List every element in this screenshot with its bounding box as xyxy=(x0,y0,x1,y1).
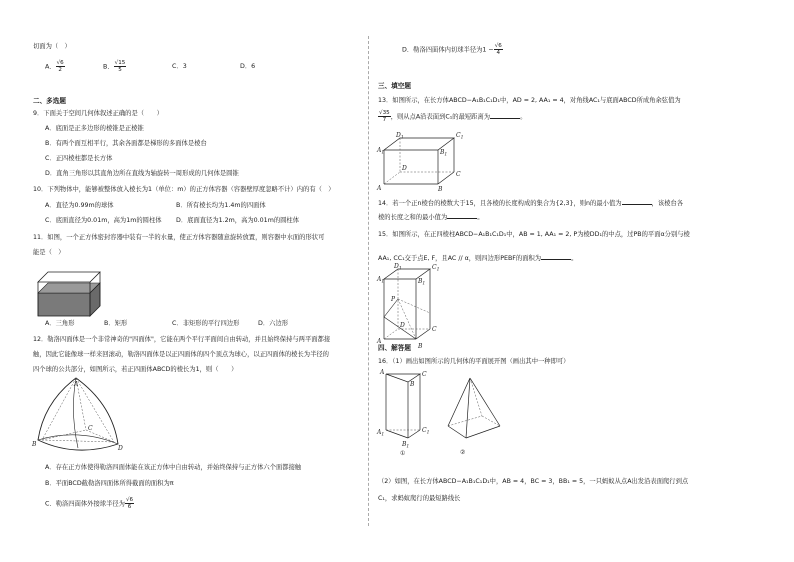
q9-option-b: B．有两个面互相平行，其余各面都是梯形的多面体是棱台 xyxy=(45,140,207,147)
q10-option-c: C．底面直径为0.01m，高为1m的圆柱体 xyxy=(45,217,162,224)
column-divider xyxy=(368,36,369,526)
svg-text:C1: $C_1$ xyxy=(432,264,440,273)
q9-option-a: A．底面是正多边形的棱锥是正棱锥 xyxy=(45,125,144,132)
question-14-line1: 14．若一个正n棱台的棱数大于15，且各棱的长度构成的集合为{2,3}，则n的最小值为 ，该棱台各 xyxy=(378,200,684,207)
question-16-part1: 16．（1）画出如图所示的几何体的平面展开图（画出其中一种即可） xyxy=(378,358,570,365)
q9-option-c: C．正四棱柱都是长方体 xyxy=(45,155,113,162)
triangular-prism-figure xyxy=(376,368,434,456)
reuleaux-tetrahedron-figure xyxy=(30,374,126,456)
svg-text:P: P xyxy=(391,296,396,303)
svg-text:B: B xyxy=(410,381,415,388)
q11-option-a: A．三角形 xyxy=(45,320,75,327)
svg-text:B1: $B_1$ xyxy=(440,149,448,158)
svg-text:B: B xyxy=(438,186,443,193)
q10-option-b: B．所有棱长均为1.4m的四面体 xyxy=(176,202,266,209)
q11-option-b: B．矩形 xyxy=(104,320,128,327)
q11-option-d: D．六边形 xyxy=(258,320,289,327)
svg-text:D1: $D_1$ xyxy=(394,263,402,272)
svg-text:D: D xyxy=(402,165,407,172)
svg-text:B1: $B_1$ xyxy=(402,441,410,450)
q12-option-d: D．勒洛四面体内切球半径为1 − $\frac{√6}{4}$ xyxy=(402,43,502,56)
pyramid-figure xyxy=(442,372,506,456)
q12-option-a: A．存在正方体使得勒洛四面体能在该正方体中自由转动，并始终保持与正方体六个面都接触 xyxy=(45,464,302,471)
q10-option-d: D．底面直径为1.2m，高为0.01m的圆柱体 xyxy=(176,217,300,224)
question-12-line3: 四个球的公共部分，如图所示，若正四面体ABCD的棱长为1，则（ ） xyxy=(33,366,238,373)
cube-container-figure xyxy=(34,262,106,318)
svg-text:A: A xyxy=(377,338,382,345)
question-16-part2-line2: C₁，求蚂蚁爬行的最短路线长 xyxy=(378,495,461,502)
q12-option-b: B．平面BCD截勒洛四面体所得截面的面积为π xyxy=(45,480,174,487)
q12-option-c: C．勒洛四面体外接球半径为 $\frac{√6}{6}$ xyxy=(45,497,134,510)
svg-text:C: C xyxy=(456,171,461,178)
svg-text:B: B xyxy=(32,441,37,448)
svg-text:A1: $A_1$ xyxy=(377,276,385,285)
option-a: A． $\frac{√6}{2}$ xyxy=(45,60,64,73)
option-c: C．3 xyxy=(172,63,187,70)
svg-text:D: D xyxy=(118,445,123,452)
question-9: 9．下面关于空间几何体叙述正确的是（ ） xyxy=(33,110,163,117)
q11-option-c: C．非矩形的平行四边形 xyxy=(172,320,240,327)
question-16-part2-line1: （2）如图，在长方体ABCD−A₁B₁C₁D₁中，AB = 4，BC = 3，BB₁ = 5，一只蚂蚁从点A出发沿表面爬行到点 xyxy=(378,478,689,485)
svg-text:A1: $A_1$ xyxy=(377,147,385,156)
question-13-line1: 13．如图所示，在长方体ABCD−A₁B₁C₁D₁中，AD = 2, AA₁ = 4，对角线AC₁与底面ABCD所成角余弦值为 xyxy=(378,97,681,104)
section-heading-answer: 四、解答题 xyxy=(378,344,411,352)
question-15-line1: 15．如图所示，在正四棱柱ABCD−A₁B₁C₁D₁中，AB = 1, AA₁ = 2, P为棱DD₁的中点，过PB的平面α分别与棱 xyxy=(378,231,690,238)
svg-text:C: C xyxy=(88,425,93,432)
question-11-line1: 11．如图，一个正方体密封容器中装有一半的水量，使正方体容器随意旋转放置，则容器中水面的形状可 xyxy=(33,234,325,241)
svg-text:C: C xyxy=(432,326,437,333)
option-d: D．6 xyxy=(240,63,256,70)
svg-text:C1: $C_1$ xyxy=(456,132,464,141)
svg-text:A1: $A_1$ xyxy=(377,429,385,438)
figure-2-label: ② xyxy=(460,449,466,456)
q10-option-a: A．直径为0.99m的球体 xyxy=(45,202,114,209)
section-heading-multi-choice: 二、多选题 xyxy=(33,97,66,105)
question-11-line2: 能是（ ） xyxy=(33,249,65,256)
section-heading-fill-in: 三、填空题 xyxy=(378,82,411,90)
svg-text:B1: $B_1$ xyxy=(418,278,426,287)
option-b: B． $\frac{√15}{5}$ xyxy=(103,60,126,73)
svg-text:A: A xyxy=(74,381,79,388)
question-10: 10．下列物体中，能够被整体放入棱长为1（单位：m）的正方体容器（容器壁厚度忽略不计）内的有（ ） xyxy=(33,186,335,193)
prism-figure-q15 xyxy=(376,263,438,351)
cuboid-figure-q13 xyxy=(376,130,468,192)
q9-option-d: D．直角三角形以其直角边所在直线为轴旋转一周形成的几何体是圆锥 xyxy=(45,170,239,177)
svg-text:A: A xyxy=(377,185,382,192)
svg-text:D: D xyxy=(400,322,405,329)
svg-text:B: B xyxy=(418,343,423,350)
question-tail: 切面为（ ） xyxy=(33,43,71,50)
svg-text:A: A xyxy=(380,369,385,376)
figure-1-label: ① xyxy=(400,450,406,457)
question-12-line1: 12．勒洛四面体是一个非常神奇的"四面体"，它能在两个平行平面间自由转动，并且始终保持与两平面都接 xyxy=(33,336,331,343)
svg-text:C1: $C_1$ xyxy=(422,427,430,436)
svg-text:D1: $D_1$ xyxy=(396,132,404,141)
question-13-line2: $\frac{√35}{7}$ ，则从点A沿表面到C₁的最短距离为 。 xyxy=(379,110,527,123)
question-12-line2: 触，因此它能像球一样来回滚动，勒洛四面体是以正四面体的四个顶点为球心，以正四面体的棱长为半径的 xyxy=(33,351,329,358)
svg-text:C: C xyxy=(422,371,427,378)
question-14-line2: 棱的长度之和的最小值为 。 xyxy=(378,214,484,221)
question-15-line2: AA₁, CC₁交于点E, F，且AC // α，则四边形PEBF的面积为 。 xyxy=(378,255,578,262)
